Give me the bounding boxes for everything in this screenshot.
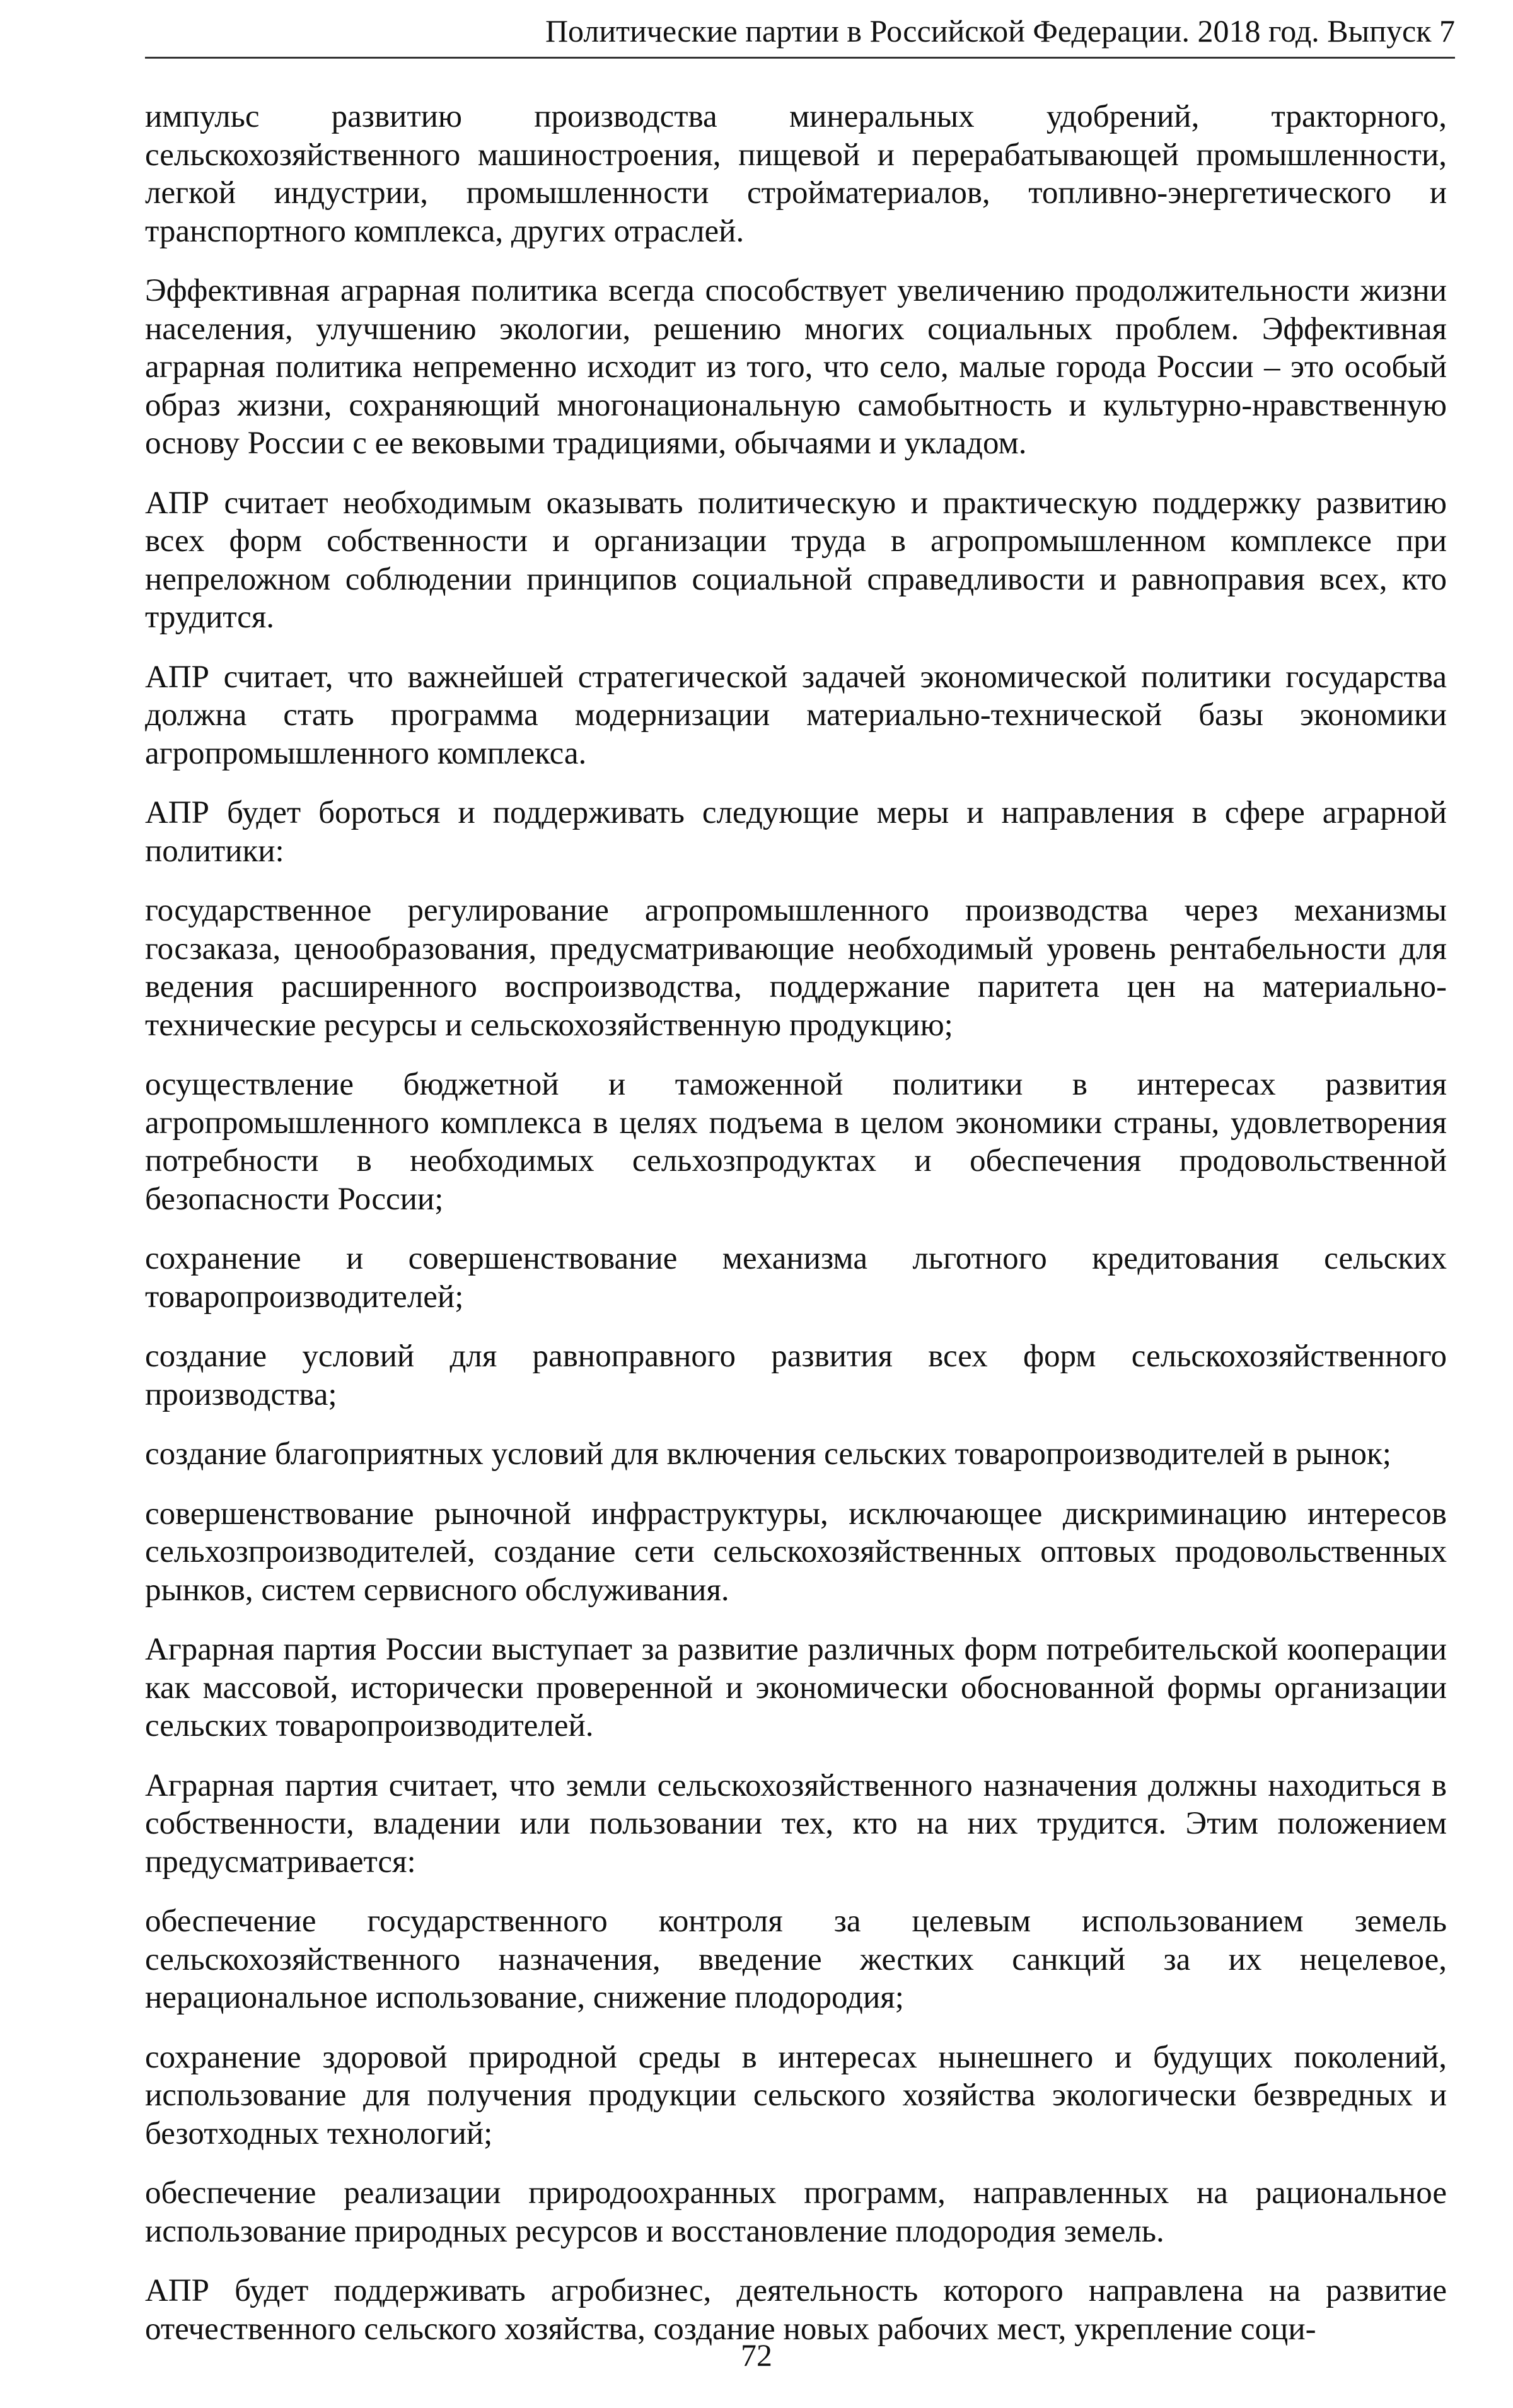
list-item: государственное регулирование агропромышленного производства через механизмы госзаказа, ценообразования, предусматривающие необходимый уровень рентабельности для ведения расширенного воспроизводства, поддержание паритета цен на материально-технические ресурсы и сельскохозяйственную продукцию; xyxy=(145,893,1447,1043)
running-header: Политические партии в Российской Федерации. 2018 год. Выпуск 7 xyxy=(145,11,1455,59)
paragraph: Аграрная партия России выступает за развитие различных форм потребительской кооперации как массовой, исторически проверенной и экономически обоснованной формы организации сельских товаропроизводителей. xyxy=(145,1632,1447,1743)
list-item: создание благоприятных условий для включения сельских товаропроизводителей в рынок; xyxy=(145,1436,1391,1472)
paragraph: Аграрная партия считает, что земли сельскохозяйственного назначения должны находиться в собственности, владении или пользовании тех, кто на них трудится. Этим положением предусматривается: xyxy=(145,1767,1447,1880)
paragraph: АПР считает, что важнейшей стратегической задачей экономической политики государства должна стать программа модернизации материально-технической базы экономики агропромышленного комплекса. xyxy=(145,659,1447,771)
list-item: сохранение и совершенствование механизма льготного кредитования сельских товаропроизводителей; xyxy=(145,1241,1447,1315)
paragraph: Эффективная аграрная политика всегда способствует увеличению продолжительности жизни населения, улучшению экологии, решению многих социальных проблем. Эффективная аграрная политика непременно исходит из того, что село, малые города России – это особый образ жизни, сохраняющий многонациональную самобытность и культурно-нравственную основу России с ее вековыми традициями, обычаями и укладом. xyxy=(145,273,1447,461)
list-item: обеспечение государственного контроля за целевым использованием земель сельскохозяйственного назначения, введение жестких санкций за их нецелевое, нерациональное использование, снижение плодородия; xyxy=(145,1904,1447,2015)
page-number: 72 xyxy=(741,2337,772,2373)
paragraph: импульс развитию производства минеральных удобрений, тракторного, сельскохозяйственного машиностроения, пищевой и перерабатывающей промышленности, легкой индустрии, промышленности стройматериалов, топливно-энергетического и транспортного комплекса, других отраслей. xyxy=(145,99,1447,249)
paragraph: АПР будет поддерживать агробизнес, деятельность которого направлена на развитие отечественного сельского хозяйства, создание новых рабочих мест, укрепление соци- xyxy=(145,2273,1447,2347)
list-item: сохранение здоровой природной среды в интересах нынешнего и будущих поколений, использование для получения продукции сельского хозяйства экологически безвредных и безотходных технологий; xyxy=(145,2039,1447,2151)
list-item: создание условий для равноправного развития всех форм сельскохозяйственного производства; xyxy=(145,1339,1447,1412)
list-item: обеспечение реализации природоохранных программ, направленных на рациональное использование природных ресурсов и восстановление плодородия земель. xyxy=(145,2175,1447,2249)
paragraph: АПР будет бороться и поддерживать следующие меры и направления в сфере аграрной политики: xyxy=(145,795,1447,869)
page-body xyxy=(145,98,1447,2370)
list-item: осуществление бюджетной и таможенной политики в интересах развития агропромышленного комплекса в целях подъема в целом экономики страны, удовлетворения потребности в необходимых сельхозпродуктах и обеспечения продовольственной безопасности России; xyxy=(145,1067,1447,1217)
list-item: совершенствование рыночной инфраструктуры, исключающее дискриминацию интересов сельхозпроизводителей, создание сети сельскохозяйственных оптовых продовольственных рынков, систем сервисного обслуживания. xyxy=(145,1496,1447,1608)
paragraph: АПР считает необходимым оказывать политическую и практическую поддержку развитию всех форм собственности и организации труда в агропромышленном комплексе при непреложном соблюдении принципов социальной справедливости и равноправия всех, кто трудится. xyxy=(145,485,1447,635)
